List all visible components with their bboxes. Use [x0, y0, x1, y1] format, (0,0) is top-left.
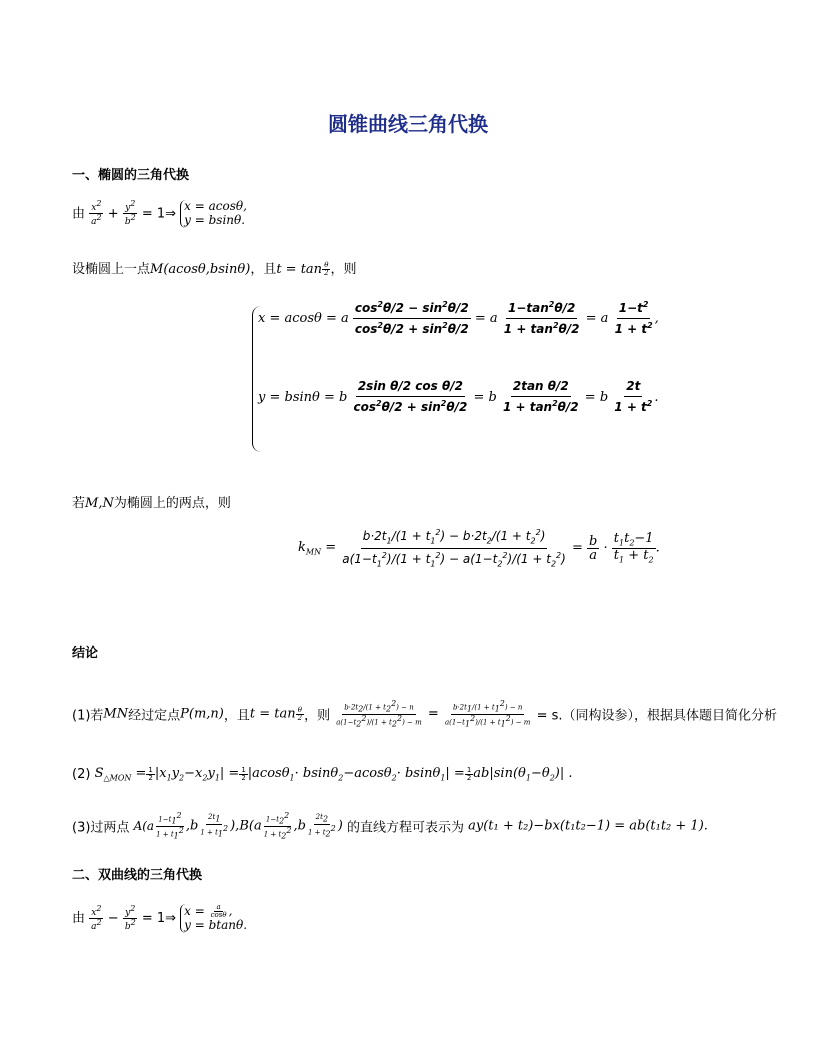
c1-mn: MN	[103, 706, 129, 722]
x-equation: x = acosθ = a $\frac{\cos^2\theta/2 - \sin^2\theta/2}{\cos^2\theta/2 + \sin^2\theta/2}$ = a $\frac{1-\tan^2\theta/2}{1 + \tan^2\theta/2}$ = a $\frac{1-t^2}{1 + t^2}$ ,	[258, 300, 659, 336]
slope-equation: $k_{MN}$ = $\frac{b\cdot 2t_1/(1 + t_1^2) - b\cdot 2t_2/(1 + t_2^2)}{a(1-t_1^2)/(1 + t_1^2) - a(1-t_2^2)/(1 + t_2^2)}$ = $\frac{b}{a}$ · $\frac{t_1t_2-1}{t_1 + t_2}$ .	[298, 528, 660, 568]
section-heading-ellipse: 一、椭圆的三角代换	[72, 168, 190, 183]
sub-end: ，则	[330, 262, 357, 277]
c1-tail: = s.（同构设参），根据具体题目简化分析	[536, 708, 778, 724]
hyperbola-param-line: 由 $\frac{x^2}{a^2}$ − $\frac{y^2}{b^2}$ = 1⇒ x = $\frac{a}{\cos\theta}$ , y = btanθ.	[72, 903, 248, 932]
conclusion-3: (3)过两点 A(a $\frac{1-t_1^2}{1 + t_1^2}$ ,b $\frac{2t_1}{1 + t_1^2}$ ),B(a $\frac{1-t_2^2}{1 + t_2^2}$ ,b $\frac{2t_2}{1 + t_2^2}$ ) 的直线方程可表示为 ay(t₁ + t₂)−bx(t₁t₂−1) = ab(t₁t₂ + 1).	[72, 811, 708, 841]
c1-and: ，且	[223, 708, 250, 724]
ellipse-param-line: 由 $\frac{x^2}{a^2}$ + $\frac{y^2}{b^2}$ = 1⇒ x = acosθ, y = bsinθ.	[72, 199, 247, 228]
sub-mid: ，且	[250, 262, 277, 277]
c1-point: P(m,n)	[180, 706, 224, 722]
y-equation: y = bsinθ = b $\frac{\text{2sin θ/2 cos θ/2}}{\cos^2\theta/2 + \sin^2\theta/2}$ = b $\frac{\text{2tan θ/2}}{1 + \tan^2\theta/2}$ = b $\frac{2t}{1 + t^2}$ .	[258, 379, 659, 414]
two-points-line	[72, 492, 231, 511]
conclusion-heading: 结论	[72, 646, 99, 661]
c1-prefix: (1)若	[72, 708, 104, 724]
sub-text: 设椭圆上一点	[72, 262, 151, 277]
t-def: t = tan	[276, 262, 323, 277]
section-heading-hyperbola: 二、双曲线的三角代换	[72, 868, 203, 883]
c1-mid: 经过定点	[128, 708, 181, 724]
c3-equation: ay(t₁ + t₂)−bx(t₁t₂−1) = ab(t₁t₂ + 1).	[468, 818, 708, 834]
c3-prefix: (3)过两点	[72, 820, 130, 836]
substitution-line: 设椭圆上一点M(acosθ,bsinθ)，且t = tan $\frac{\theta}{2}$ ，则	[72, 261, 357, 277]
c3-tail: 的直线方程可表示为	[346, 820, 464, 836]
prefix-text-2: 由	[72, 910, 86, 926]
page-title: 圆锥曲线三角代换	[328, 112, 488, 136]
point-m: M(acosθ,bsinθ)	[150, 262, 251, 277]
mn-label: M,N	[85, 496, 114, 511]
tp-end: 为椭圆上的两点，则	[113, 496, 231, 511]
prefix-text: 由	[72, 206, 86, 222]
tp-prefix: 若	[72, 496, 86, 511]
conclusion-1: (1)若MN经过定点P(m,n)，且t = tan $\frac{\theta}{2}$ ，则 $\frac{b\cdot 2t_2/(1 + t_2^2) - n}{a(1-t_2^2)/(1 + t_2^2) - m}$ = $\frac{b\cdot 2t_1/(1 + t_1^2) - n}{a(1-t_1^2)/(1 + t_1^2) - m}$ = s.（同构设参），根据具体题目简化分析	[72, 699, 778, 729]
c2-prefix: (2)	[72, 766, 91, 782]
c1-then: ，则	[304, 708, 331, 724]
conclusion-2: (2) $S_{\triangle MON}$ = $\frac{1}{2}$ $|x_1y_2-x_2y_1|$ = $\frac{1}{2}$ |acosθ$_1$· bsinθ$_2$−acosθ$_2$· bsinθ$_1$| = $\frac{1}{2}$ $ab|\sin(\theta_1-\theta_2)|$ .	[72, 765, 573, 783]
